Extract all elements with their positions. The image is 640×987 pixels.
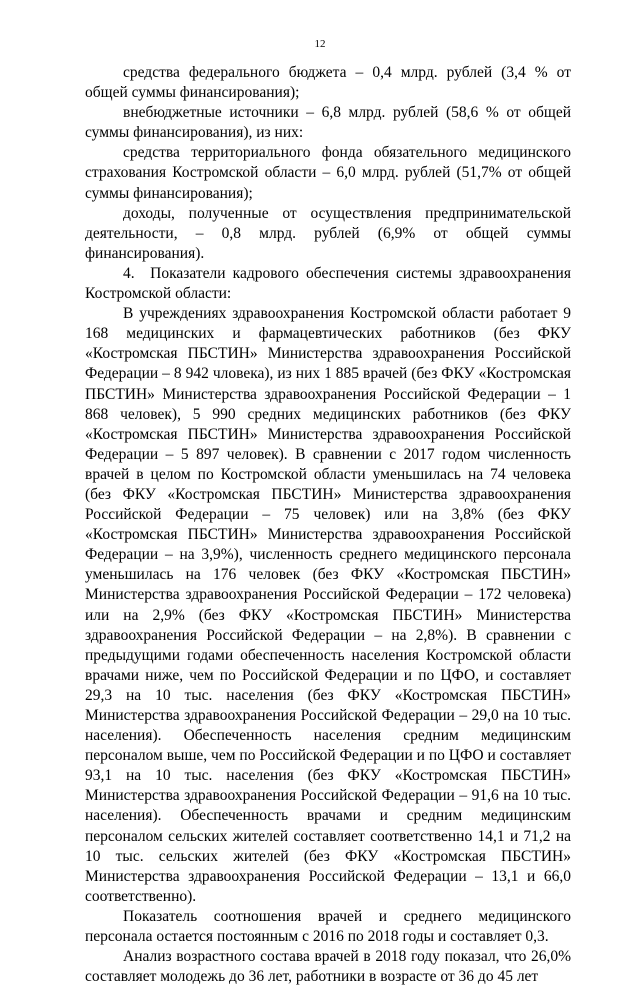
paragraph-staffing-details: В учреждениях здравоохранения Костромской области работает 9 168 медицинских и фармацевтических работников (без ФКУ «Костромская ПБСТИН» Министерства здравоохранения Российской Федерации – 8 942 чловека), из них 1 885 врачей (без ФКУ «Костромская ПБСТИН» Министерства здравоохранения Российской Федерации – 1 868 человек), 5 990 средних медицинских работников (без ФКУ «Костромская ПБСТИН» Министерства здравоохранения Российской Федерации – 5 897 человек). В сравнении с 2017 годом численность врачей в целом по Костромской области уменьшилась на 74 человека (без ФКУ «Костромская ПБСТИН» Министерства здравоохранения Российской Федерации – 75 человек) или на 3,8% (без ФКУ «Костромская ПБСТИН» Министерства здравоохранения Российской Федерации – на 3,9%), численность среднего медицинского персонала уменьшилась на 176 человек (без ФКУ «Костромская ПБСТИН» Министерства здравоохранения Российской Федерации – 172 человека) или на 2,9% (без ФКУ «Костромская ПБСТИН» Министерства здравоохранения Российской Федерации – на 2,8%). В сравнении с предыдущими годами обеспеченность населения Костромской области врачами ниже, чем по Российской Федерации и по ЦФО, и составляет 29,3 на 10 тыс. населения (без ФКУ «Костромская ПБСТИН» Министерства здравоохранения Российской Федерации – 29,0 на 10 тыс. населения). Обеспеченность населения средним медицинским персоналом выше, чем по Российской Федерации и по ЦФО и составляет 93,1 на 10 тыс. населения (без ФКУ «Костромская ПБСТИН» Министерства здравоохранения Российской Федерации – 91,6 на 10 тыс. населения). Обеспеченность врачами и средним медицинским персоналом сельских жителей составляет соответственно 14,1 и 71,2 на 10 тыс. сельских жителей (без ФКУ «Костромская ПБСТИН» Министерства здравоохранения Российской Федерации – 13,1 и 66,0 соответственно). [85, 305, 571, 905]
paragraph-business-income: доходы, полученные от осуществления предпринимательской деятельности, – 0,8 млрд. рублей (6,9% от общей суммы финансирования). [85, 204, 571, 262]
paragraph-territorial-fund: средства территориального фонда обязательного медицинского страхования Костромской области – 6,0 млрд. рублей (51,7% от общей суммы финансирования); [85, 144, 571, 202]
paragraph-staff-ratio: Показатель соотношения врачей и среднего медицинского персонала остается постоянным с 2016 по 2018 годы и составляет 0,3. [85, 907, 571, 946]
paragraph-federal-budget: средства федерального бюджета – 0,4 млрд. рублей (3,4 % от общей суммы финансирования); [85, 64, 571, 102]
document-body [85, 63, 571, 987]
section-heading-staffing: 4. Показатели кадрового обеспечения системы здравоохранения Костромской области: [85, 264, 571, 303]
paragraph-age-analysis: Анализ возрастного состава врачей в 2018 году показал, что 26,0% составляет молодежь до 36 лет, работники в возрасте от 36 до 45 лет [85, 948, 571, 986]
paragraph-extrabudgetary-sources: внебюджетные источники – 6,8 млрд. рублей (58,6 % от общей суммы финансирования), из них: [85, 104, 571, 142]
page-number: 12 [314, 38, 326, 50]
